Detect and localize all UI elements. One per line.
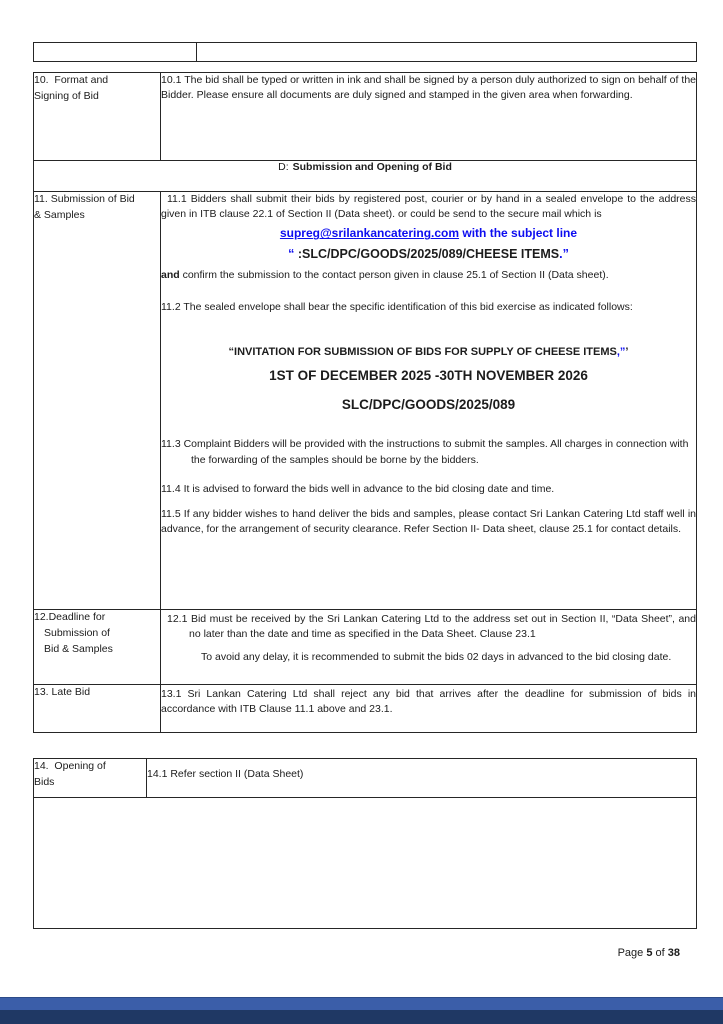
clause-10-label: [34, 73, 161, 161]
page-number-prefix: Page: [617, 947, 647, 959]
invitation-open-quote: “: [228, 346, 235, 359]
clause-13-label: [34, 685, 161, 733]
clause-13-row: [34, 685, 697, 733]
clause-12-1b-text: To avoid any delay, it is recommended to submit the bids 02 days in advanced to the bid closing date.: [201, 651, 672, 664]
page-number: [618, 947, 680, 959]
top-header-row: [34, 43, 697, 62]
email-subject-line: [161, 225, 696, 242]
page-number-total: 38: [667, 947, 680, 959]
bottom-bar-dark: [0, 1010, 723, 1024]
invitation-blue-quote: ,”: [616, 346, 626, 359]
opening-of-bids-table: [33, 758, 697, 929]
clause-14-label-line1: 14. Opening of: [34, 760, 106, 772]
clause-13-cell: [161, 685, 697, 733]
clause-11-1-text: 11.1 Bidders shall submit their bids by registered post, courier or by hand in a sealed envelope to the address given in ITB clause 22.1 of Section II (Data sheet). or could be send to the secure mail which is: [161, 193, 696, 221]
subject-close-quote: .”: [559, 246, 569, 261]
section-d-title: Submission and Opening of Bid: [292, 161, 452, 173]
bid-period-line: 1ST OF DECEMBER 2025 -30TH NOVEMBER 2026: [269, 368, 588, 384]
top-header-table: [33, 42, 697, 62]
clause-12-cell: [161, 610, 697, 685]
empty-notes-cell: [34, 798, 697, 929]
clause-10-row: [34, 73, 697, 161]
clause-13-1-text: 13.1 Sri Lankan Catering Ltd shall reject any bid that arrives after the deadline for submission of bids in accordance with ITB Clause 11.1 above and 23.1.: [161, 688, 696, 716]
section-d-row: [34, 161, 697, 192]
clause-14-row: [34, 759, 697, 798]
top-header-cell-left: [34, 43, 197, 62]
section-d-prefix: D:: [278, 161, 289, 173]
page-number-current: 5: [646, 947, 653, 959]
section-d-header: [34, 161, 697, 192]
subject-open-quote: “: [288, 246, 298, 261]
clause-11-label-line2: & Samples: [34, 208, 85, 221]
clause-10-label-line1: 10. Format and: [34, 74, 109, 86]
email-suffix-text: with the subject line: [459, 226, 578, 241]
clause-12-label-line3: Bid & Samples: [44, 642, 113, 655]
clause-11-4-text: 11.4 It is advised to forward the bids well in advance to the bid closing date and time.: [161, 482, 555, 495]
email-link[interactable]: supreg@srilankancatering.com: [279, 226, 460, 241]
clause-11-5-text: 11.5 If any bidder wishes to hand deliver the bids and samples, please contact Sri Lankan Catering Ltd staff well in advance, for the arrangement of security clearance. Refer Section II- Data sheet, clause 25.1 for contact details.: [161, 508, 696, 536]
clause-10-label-line2: Signing of Bid: [34, 89, 99, 102]
and-word: and: [161, 268, 180, 281]
clause-12-1-text: 12.1 Bid must be received by the Sri Lankan Catering Ltd to the address set out in Section II, “Data Sheet”, and no later than the date and time as specified in the Data Sheet. Clause 23.1: [167, 613, 696, 641]
clause-11-label-line1: 11. Submission of Bid: [34, 193, 135, 205]
page-number-of: of: [652, 947, 668, 959]
clause-14-label-line2: Bids: [34, 775, 55, 788]
subject-reference-line: [161, 245, 696, 263]
invitation-text: INVITATION FOR SUBMISSION OF BIDS FOR SUPPLY OF CHEESE ITEMS: [234, 346, 617, 359]
clause-11-label: [34, 192, 161, 610]
clause-10-cell: [161, 73, 697, 161]
clause-10-text: 10.1 The bid shall be typed or written in ink and shall be signed by a person duly authorized to sign on behalf of the Bidder. Please ensure all documents are duly signed and stamped in the given area when forwarding.: [161, 74, 696, 102]
invitation-tail-quote: ’: [625, 346, 629, 359]
itb-clauses-table: [33, 72, 697, 733]
clause-12-row: [34, 610, 697, 685]
clause-11-row: [34, 192, 697, 610]
clause-12-label-line1: 12.Deadline for: [34, 611, 106, 623]
bid-reference-line: SLC/DPC/GOODS/2025/089: [341, 396, 516, 412]
clause-12-label-line2: Submission of: [44, 626, 110, 639]
empty-notes-row: [34, 798, 697, 929]
top-header-cell-right: [197, 43, 697, 62]
clause-14-1-text: 14.1 Refer section II (Data Sheet): [147, 768, 304, 780]
clause-14-cell: [147, 759, 697, 798]
clause-12-label: [34, 610, 161, 685]
confirm-line: [161, 268, 696, 283]
clause-14-label: [34, 759, 147, 798]
clause-11-2-text: 11.2 The sealed envelope shall bear the specific identification of this bid exercise as indicated follows:: [161, 301, 633, 314]
clause-11-cell: [161, 192, 697, 610]
clause-13-label-line1: 13. Late Bid: [34, 686, 91, 698]
confirm-text: confirm the submission to the contact person given in clause 25.1 of Section II (Data sheet).: [179, 268, 609, 281]
subject-reference-text: :SLC/DPC/GOODS/2025/089/CHEESE ITEMS: [297, 246, 560, 261]
bottom-bar-light: [0, 997, 723, 1011]
clause-11-3-text: 11.3 Complaint Bidders will be provided with the instructions to submit the samples. All charges in connection with the forwarding of the samples should be borne by the bidders.: [161, 438, 689, 466]
invitation-line: [161, 345, 696, 361]
